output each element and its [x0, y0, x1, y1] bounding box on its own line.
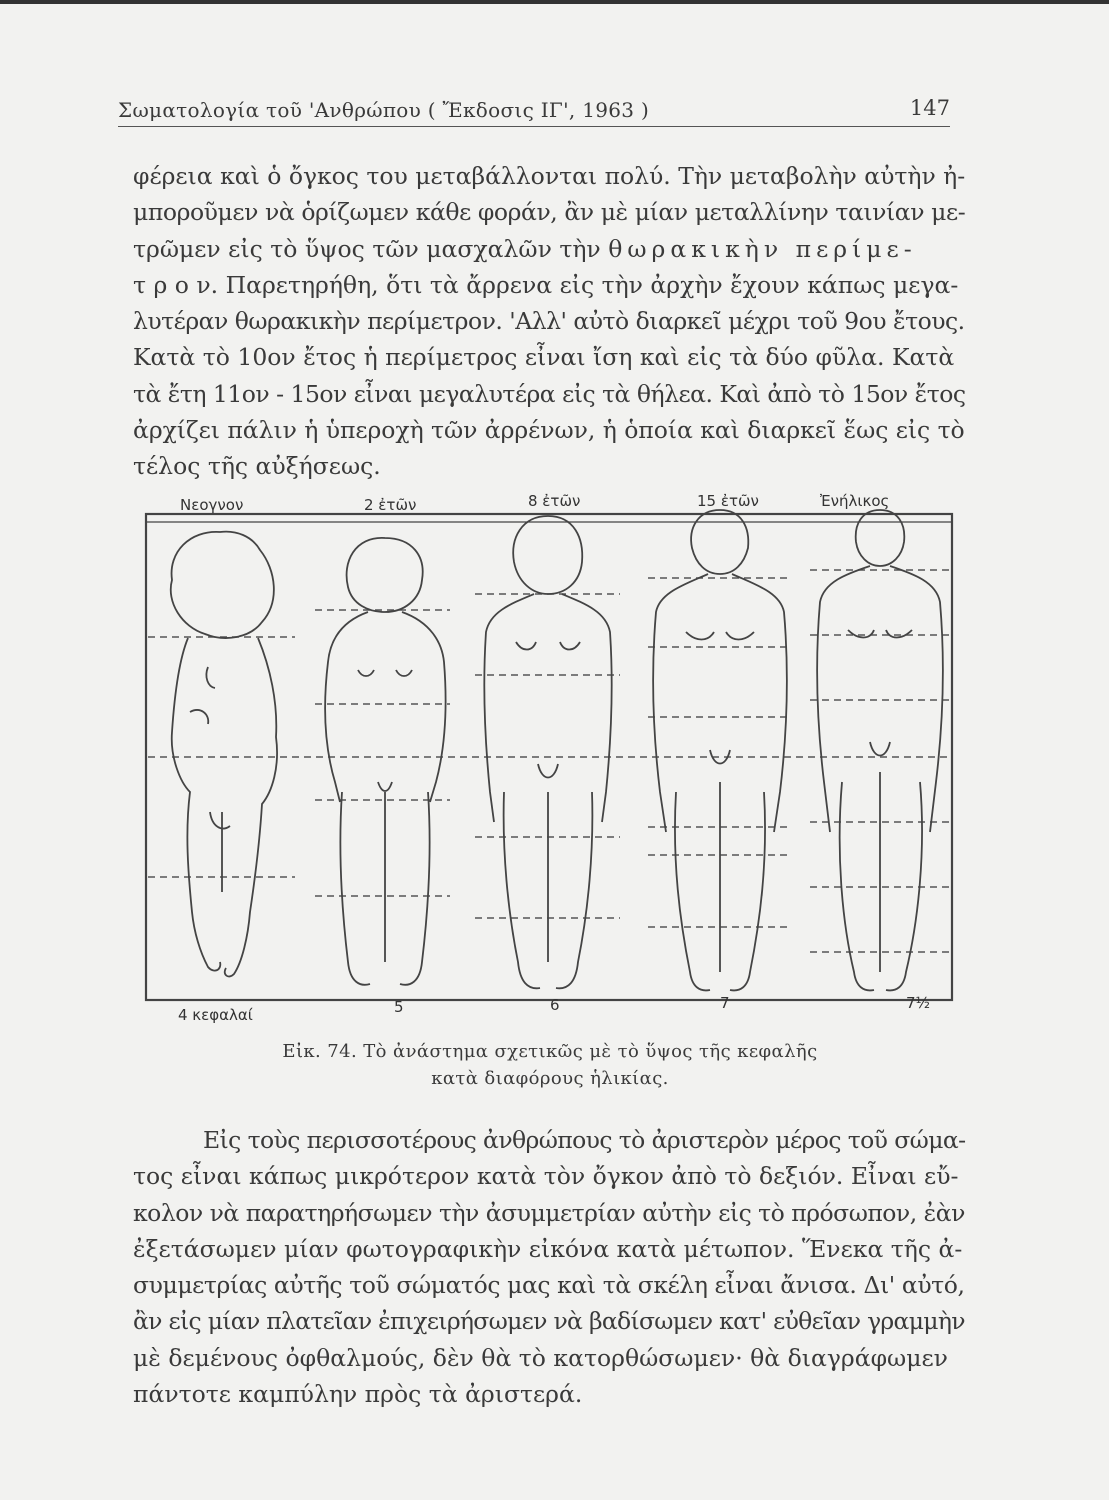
text-line: [133, 231, 965, 267]
figure-15-years: [653, 510, 787, 990]
label-15-years: 15 ἐτῶν: [697, 492, 759, 510]
text-line: τ ρ ο ν. Παρετηρήθη, ὅτι τὰ ἄρρενα εἰς τὴν ἀρχὴν ἔχουν κάπως μεγα-: [133, 270, 959, 299]
body-proportions-figure: [130, 492, 970, 1032]
label-newborn: Νεογνον: [180, 496, 244, 514]
label-8-years: 8 ἐτῶν: [528, 492, 581, 510]
text-line: Κατὰ τὸ 10ον ἔτος ἡ περίμετρος εἶναι ἴση καὶ εἰς τὰ δύο φῦλα. Κατὰ: [133, 343, 955, 372]
figure-newborn: [171, 532, 277, 977]
spaced-term: θωρακικὴν περίμε-: [608, 234, 917, 263]
header-title: Σωματολογία τοῦ 'Ανθρώπου ( Ἔκδοσις ΙΓ', 1963 ): [118, 98, 650, 122]
text-line: φέρεια καὶ ὁ ὄγκος του μεταβάλλονται πολύ. Τὴν μεταβολὴν αὐτὴν ἠ-: [133, 162, 966, 190]
text-line: μποροῦμεν νὰ ὁρίζωμεν κάθε φοράν, ἂν μὲ μίαν μεταλλίνην ταινίαν με-: [133, 198, 966, 227]
page-number: 147: [909, 96, 950, 120]
text-line: τέλος τῆς αὐξήσεως.: [133, 452, 381, 481]
text-line: τος εἶναι κάπως μικρότερον κατὰ τὸν ὄγκον ἀπὸ τὸ δεξιόν. Εἶναι εὔ-: [133, 1162, 959, 1191]
figure-adult: [817, 510, 943, 990]
label-adult: Ἐνήλικος: [820, 492, 890, 510]
text-line: ἂν εἰς μίαν πλατεῖαν ἐπιχειρήσωμεν νὰ βαδίσωμεν κατ' εὐθεῖαν γραμμὴν: [133, 1307, 965, 1336]
caption-line: Εἰκ. 74. Τὸ ἀνάστημα σχετικῶς μὲ τὸ ὕψος τῆς κεφαλῆς: [282, 1041, 818, 1062]
caption-line: κατὰ διαφόρους ἡλικίας.: [431, 1068, 669, 1089]
text-line: μὲ δεμένους ὀφθαλμούς, δὲν θὰ τὸ κατορθώσωμεν· θὰ διαγράφωμεν: [133, 1343, 948, 1372]
figure-drawing: [130, 492, 970, 1032]
label-7-5-heads: 7½: [906, 994, 931, 1012]
text-line: τὰ ἔτη 11ον - 15ον εἶναι μεγαλυτέρα εἰς τὰ θήλεα. Καὶ ἀπὸ τὸ 15ον ἔτος: [133, 379, 966, 408]
text-line: κολον νὰ παρατηρήσωμεν τὴν ἀσυμμετρίαν αὐτὴν εἰς τὸ πρόσωπον, ἐὰν: [133, 1198, 965, 1227]
text-line: λυτέραν θωρακικὴν περίμετρον. 'Αλλ' αὐτὸ διαρκεῖ μέχρι τοῦ 9ου ἔτους.: [133, 307, 965, 336]
scan-top-border: [0, 0, 1109, 4]
label-7-heads: 7: [720, 994, 730, 1012]
label-4-heads: 4 κεφαλαί: [178, 1006, 253, 1024]
paragraph-1: [133, 158, 965, 485]
head-unit-guides: [148, 570, 952, 952]
label-6-heads: 6: [550, 996, 560, 1014]
label-2-years: 2 ἐτῶν: [364, 496, 417, 514]
paragraph-2: [133, 1122, 965, 1412]
text-line: ἀρχίζει πάλιν ἡ ὑπεροχὴ τῶν ἀρρένων, ἡ ὁποία καὶ διαρκεῖ ἕως εἰς τὸ: [133, 416, 965, 445]
figure-2-years: [325, 538, 445, 985]
label-5-heads: 5: [394, 998, 404, 1016]
figure-caption: [130, 1038, 970, 1092]
text-line: Εἰς τοὺς περισσοτέρους ἀνθρώπους τὸ ἀριστερὸν μέρος τοῦ σώμα-: [203, 1126, 966, 1154]
text-line: πάντοτε καμπύλην πρὸς τὰ ἀριστερά.: [133, 1380, 583, 1409]
text-line-part: τρῶμεν εἰς τὸ ὕψος τῶν μασχαλῶν τὴν: [133, 234, 601, 263]
running-header: [118, 92, 950, 127]
text-line: συμμετρίας αὐτῆς τοῦ σώματός μας καὶ τὰ σκέλη εἶναι ἄνισα. Δι' αὐτό,: [133, 1271, 965, 1300]
text-line: ἐξετάσωμεν μίαν φωτογραφικὴν εἰκόνα κατὰ μέτωπον. Ἕνεκα τῆς ἀ-: [133, 1234, 963, 1263]
